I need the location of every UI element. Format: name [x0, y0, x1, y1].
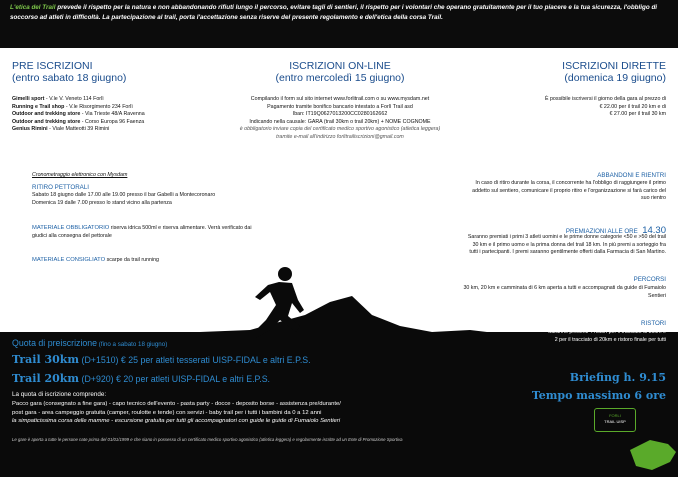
footnote: Le gare è aperta a tutte le persone nate prima del 01/01/1999 e che siano in possesso di un certificato medico sportivo agonistico (atletica leggera) e regolarmente iscritte ad un Ente di Promozione Sportiva — [12, 437, 403, 442]
premiazioni-line: tutti i partecipanti. I premi saranno gentilmente offerti dalla Farmacia di San Martino. — [469, 249, 666, 256]
dirette-line: € 22.00 per il trail 20 km e di — [599, 103, 666, 110]
online-note-email: tramite e-mail all'indirizzo forlitrailiscrizioni@gmail.com — [276, 133, 404, 140]
abbandoni-title: ABBANDONI E RIENTRI — [597, 172, 666, 179]
store-item: Gimelli sport - V.le V. Veneto 114 Forlì — [12, 96, 104, 102]
dirette-line: € 27.00 per il trail 30 km — [609, 111, 666, 118]
quota-trail20 — [12, 373, 270, 385]
intro-label: L'etica del Trail — [10, 4, 56, 11]
obbligatorio-title: MATERIALE OBBLIGATORIO — [32, 225, 110, 231]
quota-title-note: (fino a sabato 18 giugno) — [97, 341, 168, 348]
percorsi-title: PERCORSI — [633, 276, 666, 283]
online-line: Compilando il form sul sito internet www.forlitrail.com o su www.mysdam.net — [250, 96, 430, 102]
obbligatorio-line: giudici alla consegna del pettorale — [32, 232, 112, 239]
ristori-title: RISTORI — [641, 320, 666, 327]
obbligatorio-line: riserva idrica 500ml e riserva alimentare. Verrà verificato dai — [109, 225, 252, 231]
percorsi-line: 30 km, 20 km e camminata di 6 km aperta a tutti e accompagnati da guide di Fumaiolo — [463, 285, 666, 291]
store-item: Outdoor and trekking store - Via Trieste 48/A Ravenna — [12, 111, 145, 118]
logo-line2: TRAIL UISP — [604, 419, 626, 424]
quota-title: Quota di preiscrizione — [12, 338, 98, 348]
comprende-line: Pacco gara (consegnato a fine gara) - capo tecnico dell'evento - pasta party - docce - deposito borse - assistenza pre/durante/ — [12, 401, 341, 407]
online-line: Pagamento tramite bonifico bancario intestato a Forlì Trail asd — [267, 103, 413, 110]
online-note: è obbligatorio inviare copia del certificato medico sportivo agonistico (atletica leggera) — [239, 126, 441, 133]
ristori-details — [430, 329, 666, 344]
dirette-subtitle: (domenica 19 giugno) — [564, 72, 666, 84]
forli-trail-logo — [594, 408, 636, 432]
ristori-line: Saranno presenti 4 ristori per il tracciato di 30km e — [547, 329, 666, 335]
ritiro-line: Domenica 19 dalle 7.00 presso lo stand vicino alla partenza — [32, 199, 172, 206]
abbandoni-line: suo rientro — [640, 195, 666, 202]
quota-comprende-title: La quota di iscrizione comprende: — [12, 391, 107, 398]
premiazioni-title: PREMIAZIONI ALLE ORE — [565, 228, 638, 235]
trail30-name: Trail 30km — [12, 353, 80, 366]
quota-comprende-list — [12, 400, 341, 426]
store-item: Genius Rimini - Viale Matteotti 39 Rimini — [12, 126, 110, 133]
online-subtitle: (entro mercoledì 15 giugno) — [275, 72, 405, 84]
ritiro-line: Sabato 18 giugno dalle 17.00 alle 19.00 presso il bar Gabelli a Montecoronaro — [32, 192, 216, 198]
preiscrizioni-title: PRE ISCRIZIONI — [12, 60, 93, 72]
online-line: Indicando nella causale: GARA (trail 30km o trail 20km) + NOME COGNOME — [249, 118, 431, 125]
quota-trail30 — [12, 354, 311, 366]
consigliato-title: MATERIALE CONSIGLIATO — [32, 257, 106, 263]
preiscrizioni-subtitle: (entro sabato 18 giugno) — [12, 72, 127, 84]
premiazioni-line: 30 km e il primo uomo e la prima donna del trail 18 km. In più premi a sorteggio fra — [472, 241, 666, 248]
trail30-text: (D+1510) € 25 per atleti tesserati UISP-FIDAL e altri E.P.S. — [79, 355, 311, 365]
dirette-title: ISCRIZIONI DIRETTE — [562, 60, 666, 72]
abbandoni-line: addetto sul sentiero, comunicare il proprio ritiro e l'organizzazione si farà carico del — [472, 187, 666, 194]
intro-text: prevede il rispetto per la natura e non abbandonando rifiuti lungo il percorso, evitare tagli di sentieri, il rispetto per i volontari che operano gratuitamente per il tuo piacere e la tua sicurezza, l'obbligo di soccorso ad atleti in difficoltà. La partecipazione al trail, porta l'accettazione senza riserve del presente regolamento e dell'etica della corsa Trail. — [10, 4, 658, 21]
percorsi-line: Sentieri — [648, 292, 666, 299]
online-title: ISCRIZIONI ON-LINE — [289, 60, 391, 72]
abbandoni-line: In caso di ritiro durante la corsa, il concorrente ha l'obbligo di raggiungere il primo — [475, 180, 666, 186]
trail20-text: (D+920) € 20 per atleti UISP-FIDAL e altri E.P.S. — [79, 374, 271, 384]
premiazioni-line: Saranno premiati i primi 3 atleti uomini e le prime donne categorie <50 e >50 del trail — [467, 234, 666, 240]
ritiro-title: RITIRO PETTORALI — [32, 184, 89, 191]
tempo-massimo: Tempo massimo 6 ore — [531, 389, 666, 402]
cronometraggio-text: Cronometraggio elettronico con Mysdam — [32, 172, 128, 178]
comprende-line: post gara - area campeggio gratuita (camper, roulotte e tende) con servizi - baby trail per i tutti i bambini da 0 a 12 anni — [12, 409, 322, 416]
store-item: Outdoor and trekking store - Corso Europa 96 Faenza — [12, 118, 145, 125]
trail20-name: Trail 20km — [12, 372, 80, 385]
dirette-line: È possibile iscriversi il giorno della gara al prezzo di — [544, 96, 666, 102]
ristori-line: 2 per il tracciato di 20km e ristoro finale per tutti — [554, 336, 666, 343]
briefing-time: Briefing h. 9.15 — [569, 371, 666, 384]
logo-line1: FORLI — [609, 413, 621, 418]
online-line: Iban: IT19Q0627013200CC0280162662 — [292, 111, 388, 118]
comprende-line: la simpaticissima corsa delle mamme - escursione gratuita per tutti gli accompagnatori con guide le guide di Fumaiolo Sentieri — [12, 418, 341, 425]
quota-heading — [12, 338, 167, 350]
premiazioni-time: 14.30 — [642, 225, 666, 236]
consigliato-text: scarpe da trail running — [105, 257, 160, 263]
store-item: Running e Trail shop - V.le Risorgimento 234 Forlì — [12, 103, 133, 110]
